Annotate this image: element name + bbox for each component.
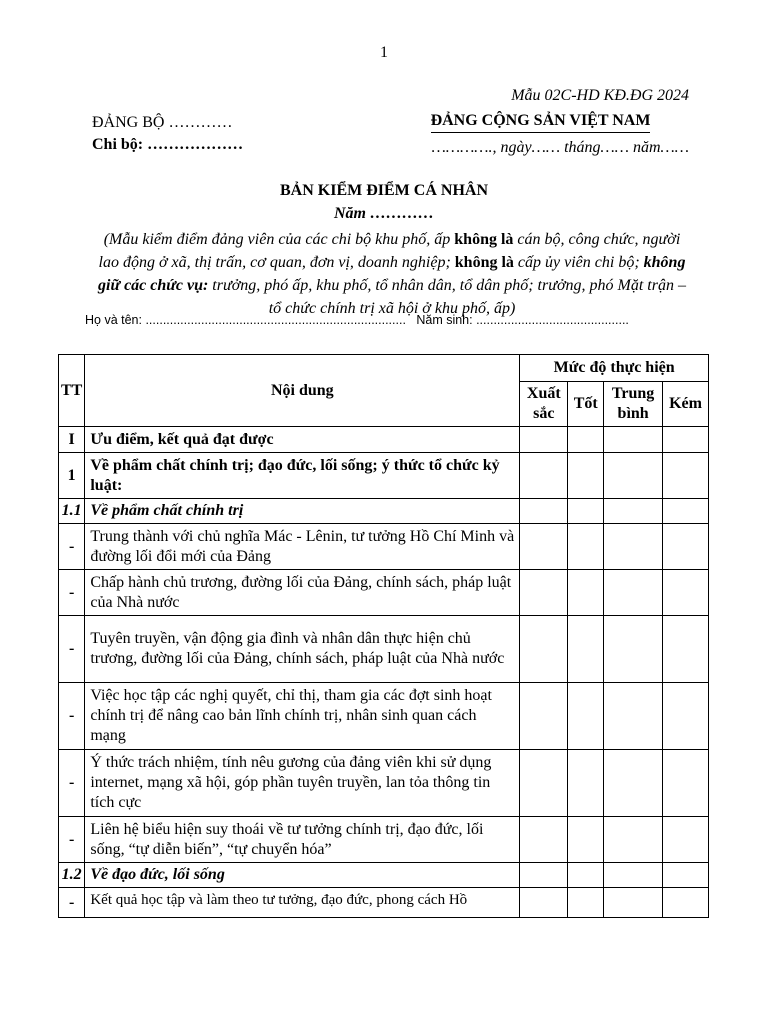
row-number: - [59, 616, 85, 683]
row-content: Về đạo đức, lối sống [85, 863, 520, 888]
rating-cell[interactable] [520, 888, 568, 918]
row-content: Về phẩm chất chính trị; đạo đức, lối sống; ý thức tổ chức kỷ luật: [85, 453, 520, 499]
party-org: ĐẢNG BỘ ………… [92, 114, 233, 131]
rating-cell[interactable] [663, 817, 709, 863]
table-row [59, 499, 709, 524]
rating-cell[interactable] [604, 524, 663, 570]
rating-cell[interactable] [604, 863, 663, 888]
rating-cell[interactable] [568, 427, 604, 453]
table-row [59, 750, 709, 817]
row-content: Liên hệ biểu hiện suy thoái về tư tưởng chính trị, đạo đức, lối sống, “tự diễn biến”, “tự chuyển hóa” [85, 817, 520, 863]
rating-cell[interactable] [520, 817, 568, 863]
note-text-2: cán bộ, công chức, người lao động ở xã, thị trấn, cơ quan, đơn vị, doanh nghiệp; [98, 231, 681, 271]
date-line: …………., ngày…… tháng…… năm…… [431, 139, 689, 156]
rating-cell[interactable] [520, 453, 568, 499]
note-bold-2: không là [454, 254, 514, 271]
rating-cell[interactable] [663, 616, 709, 683]
col-header-level: Mức độ thực hiện [520, 355, 709, 382]
rating-cell[interactable] [520, 683, 568, 750]
row-content: Tuyên truyền, vận động gia đình và nhân dân thực hiện chủ trương, đường lối của Đảng, chính sách, pháp luật của Nhà nước [85, 616, 520, 683]
rating-cell[interactable] [663, 499, 709, 524]
col-header-good: Tốt [568, 382, 604, 427]
table-body [59, 427, 709, 918]
table-row [59, 863, 709, 888]
rating-cell[interactable] [568, 524, 604, 570]
rating-cell[interactable] [568, 863, 604, 888]
note-text-3: cấp ủy viên chi bộ; [513, 254, 644, 271]
row-content: Ý thức trách nhiệm, tính nêu gương của đảng viên khi sử dụng internet, mạng xã hội, góp phần tuyên truyền, lan tỏa thông tin tích cực [85, 750, 520, 817]
rating-cell[interactable] [604, 499, 663, 524]
note-text-4: trưởng, phó ấp, khu phố, tổ nhân dân, tổ dân phố; trưởng, phó Mặt trận – tổ chức chính trị xã hội ở khu phố, ấp) [208, 277, 686, 317]
rating-cell[interactable] [520, 750, 568, 817]
rating-cell[interactable] [604, 427, 663, 453]
rating-cell[interactable] [568, 683, 604, 750]
row-number: 1.2 [59, 863, 85, 888]
table-row [59, 683, 709, 750]
table-row [59, 427, 709, 453]
row-number: - [59, 524, 85, 570]
row-number: - [59, 683, 85, 750]
col-header-content: Nội dung [85, 355, 520, 427]
rating-cell[interactable] [520, 499, 568, 524]
note-bold-3: không giữ các chức vụ: [98, 254, 686, 294]
rating-cell[interactable] [663, 683, 709, 750]
rating-cell[interactable] [663, 524, 709, 570]
rating-cell[interactable] [604, 683, 663, 750]
year-line: Năm ………… [334, 205, 434, 222]
rating-cell[interactable] [663, 863, 709, 888]
row-content: Chấp hành chủ trương, đường lối của Đảng, chính sách, pháp luật của Nhà nước [85, 570, 520, 616]
table-row [59, 616, 709, 683]
row-number: - [59, 817, 85, 863]
rating-cell[interactable] [604, 888, 663, 918]
row-number: - [59, 888, 85, 918]
rating-cell[interactable] [520, 863, 568, 888]
table-row [59, 817, 709, 863]
branch-line: Chi bộ: ……………… [92, 136, 244, 153]
rating-cell[interactable] [568, 570, 604, 616]
rating-cell[interactable] [520, 427, 568, 453]
table-row [59, 570, 709, 616]
page-number: 1 [380, 44, 388, 61]
self-review-table [58, 354, 709, 918]
rating-cell[interactable] [663, 888, 709, 918]
table-row [59, 453, 709, 499]
table-row [59, 524, 709, 570]
row-content: Trung thành với chủ nghĩa Mác - Lênin, tư tưởng Hồ Chí Minh và đường lối đổi mới của Đảng [85, 524, 520, 570]
rating-cell[interactable] [568, 453, 604, 499]
rating-cell[interactable] [663, 427, 709, 453]
row-content: Kết quả học tập và làm theo tư tưởng, đạo đức, phong cách Hồ [85, 888, 520, 918]
rating-cell[interactable] [568, 499, 604, 524]
rating-cell[interactable] [604, 817, 663, 863]
row-number: - [59, 750, 85, 817]
rating-cell[interactable] [568, 817, 604, 863]
rating-cell[interactable] [568, 616, 604, 683]
col-header-tt: TT [59, 355, 85, 427]
rating-cell[interactable] [604, 453, 663, 499]
left-header [92, 112, 243, 156]
row-number: - [59, 570, 85, 616]
birth-year-field: Năm sinh: ............................................ [416, 313, 629, 327]
rating-cell[interactable] [568, 750, 604, 817]
row-content: Ưu điểm, kết quả đạt được [85, 427, 520, 453]
col-header-poor: Kém [663, 382, 709, 427]
table-row [59, 888, 709, 918]
note-text-1: (Mẫu kiểm điểm đảng viên của các chi bộ khu phố, ấp [103, 231, 455, 248]
form-code: Mẫu 02C-HD KĐ.ĐG 2024 [511, 87, 689, 104]
col-header-average: Trung bình [604, 382, 663, 427]
right-header [392, 112, 689, 157]
rating-cell[interactable] [568, 888, 604, 918]
form-note [92, 228, 692, 320]
rating-cell[interactable] [604, 570, 663, 616]
table-header-row [59, 355, 709, 382]
note-bold-1: không là [454, 231, 514, 248]
rating-cell[interactable] [663, 453, 709, 499]
row-content: Về phẩm chất chính trị [85, 499, 520, 524]
row-number: I [59, 427, 85, 453]
info-line [85, 313, 705, 327]
name-field: Họ và tên: ........................................................................... [85, 313, 406, 327]
col-header-excellent: Xuất sắc [520, 382, 568, 427]
rating-cell[interactable] [604, 616, 663, 683]
row-number: 1.1 [59, 499, 85, 524]
rating-cell[interactable] [604, 750, 663, 817]
rating-cell[interactable] [663, 750, 709, 817]
row-content: Việc học tập các nghị quyết, chỉ thị, tham gia các đợt sinh hoạt chính trị để nâng cao bản lĩnh chính trị, nhân sinh quan cách mạng [85, 683, 520, 750]
rating-cell[interactable] [520, 570, 568, 616]
rating-cell[interactable] [520, 616, 568, 683]
party-name: ĐẢNG CỘNG SẢN VIỆT NAM [431, 112, 651, 133]
row-number: 1 [59, 453, 85, 499]
rating-cell[interactable] [663, 570, 709, 616]
document-title: BẢN KIỂM ĐIỂM CÁ NHÂN [280, 182, 488, 199]
rating-cell[interactable] [520, 524, 568, 570]
